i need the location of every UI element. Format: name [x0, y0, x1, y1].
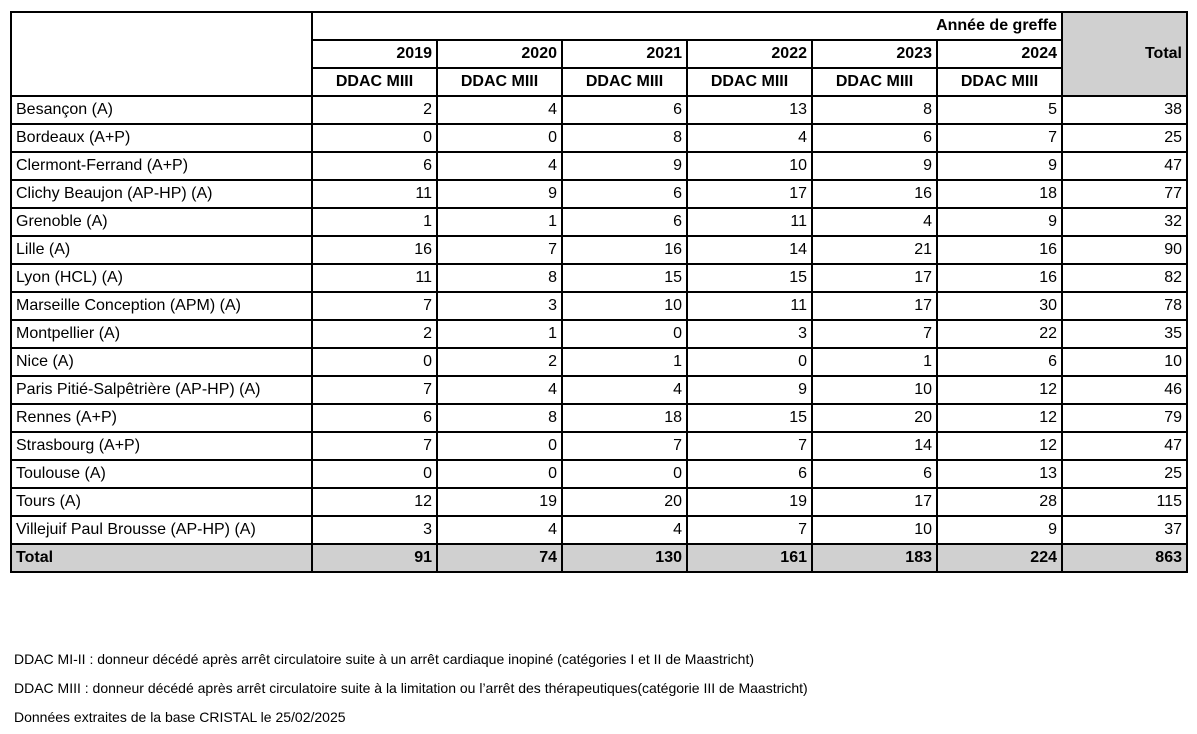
- column-total-cell: 91: [312, 544, 437, 572]
- value-cell: 0: [562, 320, 687, 348]
- value-cell: 7: [687, 516, 812, 544]
- center-name-cell: Lille (A): [11, 236, 312, 264]
- center-name-cell: Rennes (A+P): [11, 404, 312, 432]
- value-cell: 7: [312, 432, 437, 460]
- value-cell: 6: [312, 152, 437, 180]
- value-cell: 10: [812, 376, 937, 404]
- value-cell: 4: [437, 152, 562, 180]
- value-cell: 13: [687, 96, 812, 124]
- value-cell: 1: [812, 348, 937, 376]
- row-total-cell: 38: [1062, 96, 1187, 124]
- center-name-cell: Strasbourg (A+P): [11, 432, 312, 460]
- value-cell: 6: [562, 208, 687, 236]
- center-name-cell: Bordeaux (A+P): [11, 124, 312, 152]
- value-cell: 22: [937, 320, 1062, 348]
- value-cell: 11: [687, 208, 812, 236]
- year-group-header: Année de greffe: [312, 12, 1062, 40]
- row-total-cell: 10: [1062, 348, 1187, 376]
- value-cell: 12: [937, 376, 1062, 404]
- header-row-group: [11, 12, 1187, 40]
- center-name-cell: Nice (A): [11, 348, 312, 376]
- value-cell: 14: [812, 432, 937, 460]
- year-header: 2021: [562, 40, 687, 68]
- table-row: [11, 124, 1187, 152]
- value-cell: 19: [687, 488, 812, 516]
- value-cell: 12: [937, 404, 1062, 432]
- table-row: [11, 292, 1187, 320]
- total-column-header: Total: [1062, 12, 1187, 96]
- value-cell: 10: [812, 516, 937, 544]
- value-cell: 4: [437, 96, 562, 124]
- table-row: [11, 152, 1187, 180]
- value-cell: 8: [562, 124, 687, 152]
- value-cell: 16: [562, 236, 687, 264]
- row-total-cell: 47: [1062, 152, 1187, 180]
- value-cell: 11: [312, 264, 437, 292]
- value-cell: 4: [687, 124, 812, 152]
- value-cell: 7: [687, 432, 812, 460]
- value-cell: 1: [437, 320, 562, 348]
- row-total-cell: 47: [1062, 432, 1187, 460]
- value-cell: 15: [687, 264, 812, 292]
- row-total-cell: 25: [1062, 124, 1187, 152]
- value-cell: 12: [312, 488, 437, 516]
- value-cell: 20: [562, 488, 687, 516]
- table-row: [11, 516, 1187, 544]
- center-name-cell: Grenoble (A): [11, 208, 312, 236]
- value-cell: 0: [437, 432, 562, 460]
- value-cell: 9: [937, 152, 1062, 180]
- table-row: [11, 264, 1187, 292]
- table-row: [11, 348, 1187, 376]
- center-name-cell: Besançon (A): [11, 96, 312, 124]
- value-cell: 6: [562, 96, 687, 124]
- footnote-ddac-mi-ii: DDAC MI-II : donneur décédé après arrêt circulatoire suite à un arrêt cardiaque inopiné (catégories I et II de Maastricht): [14, 651, 755, 667]
- table-row: [11, 488, 1187, 516]
- total-label-cell: Total: [11, 544, 312, 572]
- value-cell: 8: [437, 404, 562, 432]
- value-cell: 10: [687, 152, 812, 180]
- value-cell: 6: [312, 404, 437, 432]
- value-cell: 0: [312, 348, 437, 376]
- value-cell: 17: [687, 180, 812, 208]
- column-total-cell: 224: [937, 544, 1062, 572]
- value-cell: 3: [687, 320, 812, 348]
- center-name-cell: Villejuif Paul Brousse (AP-HP) (A): [11, 516, 312, 544]
- value-cell: 6: [937, 348, 1062, 376]
- column-total-cell: 161: [687, 544, 812, 572]
- value-cell: 11: [312, 180, 437, 208]
- transplant-table: [10, 11, 1188, 573]
- value-cell: 1: [437, 208, 562, 236]
- year-header: 2022: [687, 40, 812, 68]
- table-row: [11, 404, 1187, 432]
- center-name-cell: Montpellier (A): [11, 320, 312, 348]
- center-name-cell: Paris Pitié-Salpêtrière (AP-HP) (A): [11, 376, 312, 404]
- column-total-cell: 183: [812, 544, 937, 572]
- row-total-cell: 32: [1062, 208, 1187, 236]
- value-cell: 4: [437, 376, 562, 404]
- footnote-data-source: Données extraites de la base CRISTAL le 25/02/2025: [14, 709, 346, 725]
- value-cell: 30: [937, 292, 1062, 320]
- value-cell: 0: [312, 124, 437, 152]
- value-cell: 2: [312, 320, 437, 348]
- value-cell: 3: [437, 292, 562, 320]
- row-total-cell: 46: [1062, 376, 1187, 404]
- value-cell: 4: [562, 376, 687, 404]
- value-cell: 0: [312, 460, 437, 488]
- value-cell: 15: [562, 264, 687, 292]
- center-name-cell: Marseille Conception (APM) (A): [11, 292, 312, 320]
- value-cell: 17: [812, 264, 937, 292]
- donor-type-header: DDAC MIII: [562, 68, 687, 96]
- value-cell: 0: [437, 124, 562, 152]
- value-cell: 8: [812, 96, 937, 124]
- year-header: 2024: [937, 40, 1062, 68]
- value-cell: 3: [312, 516, 437, 544]
- value-cell: 0: [562, 460, 687, 488]
- row-total-cell: 37: [1062, 516, 1187, 544]
- value-cell: 13: [937, 460, 1062, 488]
- table-row: [11, 180, 1187, 208]
- value-cell: 9: [437, 180, 562, 208]
- center-name-cell: Clermont-Ferrand (A+P): [11, 152, 312, 180]
- table-row: [11, 320, 1187, 348]
- value-cell: 7: [812, 320, 937, 348]
- year-header: 2019: [312, 40, 437, 68]
- value-cell: 18: [562, 404, 687, 432]
- value-cell: 7: [312, 376, 437, 404]
- value-cell: 0: [687, 348, 812, 376]
- donor-type-header: DDAC MIII: [937, 68, 1062, 96]
- value-cell: 14: [687, 236, 812, 264]
- table-row: [11, 236, 1187, 264]
- donor-type-header: DDAC MIII: [687, 68, 812, 96]
- value-cell: 16: [937, 264, 1062, 292]
- value-cell: 9: [687, 376, 812, 404]
- value-cell: 6: [812, 124, 937, 152]
- year-header: 2023: [812, 40, 937, 68]
- value-cell: 20: [812, 404, 937, 432]
- value-cell: 6: [812, 460, 937, 488]
- value-cell: 8: [437, 264, 562, 292]
- value-cell: 7: [312, 292, 437, 320]
- value-cell: 19: [437, 488, 562, 516]
- table-row: [11, 460, 1187, 488]
- row-total-cell: 25: [1062, 460, 1187, 488]
- year-header: 2020: [437, 40, 562, 68]
- corner-cell: [11, 12, 312, 96]
- table-row: [11, 96, 1187, 124]
- value-cell: 9: [937, 208, 1062, 236]
- footnotes: [14, 645, 808, 732]
- value-cell: 28: [937, 488, 1062, 516]
- table-row: [11, 432, 1187, 460]
- total-row: [11, 544, 1187, 572]
- center-name-cell: Lyon (HCL) (A): [11, 264, 312, 292]
- value-cell: 9: [562, 152, 687, 180]
- value-cell: 16: [812, 180, 937, 208]
- value-cell: 10: [562, 292, 687, 320]
- center-name-cell: Toulouse (A): [11, 460, 312, 488]
- row-total-cell: 82: [1062, 264, 1187, 292]
- value-cell: 11: [687, 292, 812, 320]
- center-name-cell: Clichy Beaujon (AP-HP) (A): [11, 180, 312, 208]
- value-cell: 9: [812, 152, 937, 180]
- value-cell: 17: [812, 292, 937, 320]
- value-cell: 6: [562, 180, 687, 208]
- table-row: [11, 376, 1187, 404]
- row-total-cell: 115: [1062, 488, 1187, 516]
- donor-type-header: DDAC MIII: [812, 68, 937, 96]
- footnote-ddac-miii: DDAC MIII : donneur décédé après arrêt circulatoire suite à la limitation ou l’arrêt des thérapeutiques(catégorie III de Maastricht): [14, 680, 808, 696]
- donor-type-header: DDAC MIII: [437, 68, 562, 96]
- row-total-cell: 78: [1062, 292, 1187, 320]
- donor-type-header: DDAC MIII: [312, 68, 437, 96]
- value-cell: 0: [437, 460, 562, 488]
- table-row: [11, 208, 1187, 236]
- value-cell: 18: [937, 180, 1062, 208]
- column-total-cell: 74: [437, 544, 562, 572]
- row-total-cell: 77: [1062, 180, 1187, 208]
- value-cell: 9: [937, 516, 1062, 544]
- value-cell: 16: [312, 236, 437, 264]
- value-cell: 15: [687, 404, 812, 432]
- value-cell: 12: [937, 432, 1062, 460]
- value-cell: 4: [562, 516, 687, 544]
- value-cell: 2: [312, 96, 437, 124]
- value-cell: 4: [437, 516, 562, 544]
- value-cell: 1: [312, 208, 437, 236]
- value-cell: 2: [437, 348, 562, 376]
- center-name-cell: Tours (A): [11, 488, 312, 516]
- value-cell: 21: [812, 236, 937, 264]
- value-cell: 4: [812, 208, 937, 236]
- value-cell: 6: [687, 460, 812, 488]
- value-cell: 5: [937, 96, 1062, 124]
- row-total-cell: 79: [1062, 404, 1187, 432]
- column-total-cell: 130: [562, 544, 687, 572]
- value-cell: 16: [937, 236, 1062, 264]
- row-total-cell: 35: [1062, 320, 1187, 348]
- row-total-cell: 90: [1062, 236, 1187, 264]
- value-cell: 7: [937, 124, 1062, 152]
- value-cell: 17: [812, 488, 937, 516]
- grand-total-cell: 863: [1062, 544, 1187, 572]
- value-cell: 7: [562, 432, 687, 460]
- value-cell: 7: [437, 236, 562, 264]
- value-cell: 1: [562, 348, 687, 376]
